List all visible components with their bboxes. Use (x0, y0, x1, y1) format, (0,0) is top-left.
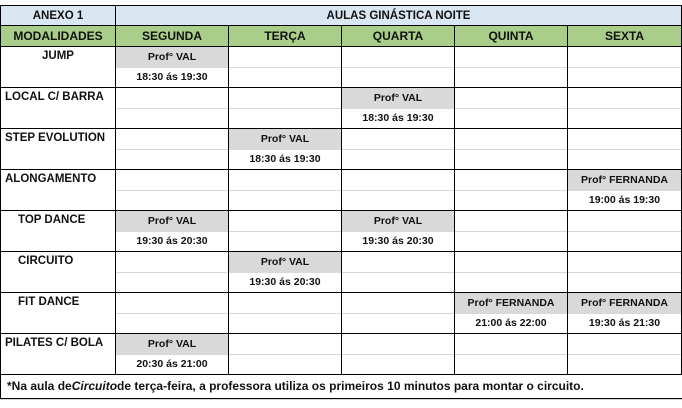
class-time: 18:30 ás 19:30 (249, 153, 321, 165)
instructor-label: Prof° FERNANDA (568, 293, 681, 314)
empty-slot (229, 88, 341, 109)
class-time: 19:30 ás 21:30 (588, 317, 661, 329)
schedule-cell[interactable] (455, 88, 568, 129)
empty-slot (342, 190, 454, 210)
empty-slot (229, 67, 341, 87)
modalidade-cell[interactable]: JUMP (0, 47, 116, 88)
anexo-label[interactable]: ANEXO 1 (0, 5, 116, 26)
column-header-day[interactable]: QUARTA (342, 26, 455, 47)
schedule-cell[interactable] (342, 293, 455, 334)
empty-slot (455, 149, 567, 169)
schedule-cell[interactable] (568, 293, 682, 334)
empty-slot (568, 47, 681, 68)
schedule-cell[interactable] (568, 334, 682, 375)
empty-slot (455, 211, 567, 232)
schedule-cell[interactable] (568, 211, 682, 252)
schedule-cell[interactable] (116, 88, 229, 129)
empty-slot (568, 334, 681, 355)
empty-slot (342, 354, 454, 374)
empty-slot (455, 88, 567, 109)
empty-slot (229, 190, 341, 210)
empty-slot (568, 272, 681, 292)
schedule-cell[interactable] (116, 334, 229, 375)
column-header-day[interactable]: QUINTA (455, 26, 568, 47)
schedule-cell[interactable] (455, 170, 568, 211)
empty-slot (229, 334, 341, 355)
empty-slot (568, 129, 681, 150)
empty-slot (116, 88, 228, 109)
empty-slot (229, 354, 341, 374)
empty-slot (229, 231, 341, 251)
schedule-cell[interactable] (116, 293, 229, 334)
class-time: 20:30 ás 21:00 (136, 358, 208, 370)
empty-slot (229, 47, 341, 68)
instructor-label: Prof° FERNANDA (568, 170, 681, 191)
schedule-cell[interactable] (342, 334, 455, 375)
empty-slot (568, 252, 681, 273)
empty-slot (116, 190, 228, 210)
instructor-label: Prof° VAL (229, 252, 341, 273)
empty-slot (229, 293, 341, 314)
empty-slot (342, 170, 454, 191)
schedule-cell[interactable] (455, 211, 568, 252)
footnote-prefix: *Na aula de (7, 378, 72, 393)
instructor-label: Prof° VAL (116, 211, 228, 232)
instructor-label: Prof° VAL (342, 211, 454, 232)
empty-slot (568, 211, 681, 232)
column-header-day[interactable]: TERÇA (229, 26, 342, 47)
instructor-label: Prof° VAL (116, 334, 228, 355)
class-time: 21:00 ás 22:00 (475, 317, 547, 329)
empty-slot (342, 334, 454, 355)
schedule-cell[interactable] (229, 293, 342, 334)
class-time: 19:30 ás 20:30 (136, 235, 208, 247)
class-time: 18:30 ás 19:30 (362, 112, 434, 124)
schedule-cell[interactable] (455, 47, 568, 88)
modalidade-cell[interactable]: LOCAL C/ BARRA (0, 88, 116, 129)
modalidade-cell[interactable]: PILATES C/ BOLA (0, 334, 116, 375)
empty-slot (342, 252, 454, 273)
empty-slot (229, 108, 341, 128)
empty-slot (568, 108, 681, 128)
empty-slot (568, 67, 681, 87)
column-header-modalidades[interactable]: MODALIDADES (0, 26, 116, 47)
empty-slot (455, 129, 567, 150)
empty-slot (455, 231, 567, 251)
schedule-cell[interactable] (116, 211, 229, 252)
empty-slot (116, 149, 228, 169)
class-time: 18:30 ás 19:30 (136, 71, 208, 83)
schedule-cell[interactable] (455, 334, 568, 375)
empty-slot (455, 67, 567, 87)
schedule-cell[interactable] (568, 252, 682, 293)
schedule-cell[interactable] (229, 88, 342, 129)
schedule-cell[interactable] (455, 252, 568, 293)
footnote-emphasis: Circuito (71, 378, 118, 393)
modalidade-cell[interactable]: STEP EVOLUTION (0, 129, 116, 170)
empty-slot (342, 149, 454, 169)
empty-slot (342, 67, 454, 87)
empty-slot (116, 252, 228, 273)
empty-slot (455, 190, 567, 210)
instructor-label: Prof° VAL (342, 88, 454, 109)
empty-slot (342, 313, 454, 333)
empty-slot (116, 108, 228, 128)
schedule-cell[interactable] (568, 88, 682, 129)
column-header-day[interactable]: SEXTA (568, 26, 682, 47)
empty-slot (455, 47, 567, 68)
schedule-cell[interactable] (568, 47, 682, 88)
empty-slot (455, 252, 567, 273)
empty-slot (568, 88, 681, 109)
schedule-cell[interactable] (568, 170, 682, 211)
schedule-cell[interactable] (455, 293, 568, 334)
empty-slot (568, 231, 681, 251)
class-time: 19:00 ás 19:30 (588, 194, 661, 206)
footnote (0, 373, 682, 399)
schedule-cell[interactable] (342, 211, 455, 252)
schedule-cell[interactable] (342, 252, 455, 293)
empty-slot (342, 293, 454, 314)
instructor-label: Prof° VAL (116, 47, 228, 68)
empty-slot (116, 272, 228, 292)
empty-slot (116, 170, 228, 191)
sheet-title[interactable]: AULAS GINÁSTICA NOITE (116, 5, 682, 26)
modalidade-cell[interactable]: FIT DANCE (0, 293, 116, 334)
schedule-cell[interactable] (229, 252, 342, 293)
class-time: 19:30 ás 20:30 (249, 276, 321, 288)
schedule-cell[interactable] (116, 129, 229, 170)
schedule-cell[interactable] (229, 47, 342, 88)
empty-slot (116, 313, 228, 333)
empty-slot (342, 129, 454, 150)
modalidade-cell[interactable]: ALONGAMENTO (0, 170, 116, 211)
schedule-cell[interactable] (342, 88, 455, 129)
instructor-label: Prof° VAL (229, 129, 341, 150)
empty-slot (116, 293, 228, 314)
empty-slot (568, 149, 681, 169)
empty-slot (455, 108, 567, 128)
empty-slot (229, 170, 341, 191)
schedule-cell[interactable] (342, 129, 455, 170)
empty-slot (116, 129, 228, 150)
schedule-cell[interactable] (116, 170, 229, 211)
class-time: 19:30 ás 20:30 (362, 235, 434, 247)
empty-slot (455, 354, 567, 374)
schedule-cell[interactable] (116, 252, 229, 293)
modalidade-cell[interactable]: CIRCUITO (0, 252, 116, 293)
instructor-label: Prof° FERNANDA (455, 293, 567, 314)
schedule-cell[interactable] (229, 129, 342, 170)
schedule-cell[interactable] (229, 211, 342, 252)
schedule-cell[interactable] (229, 170, 342, 211)
schedule-cell[interactable] (229, 334, 342, 375)
schedule-cell[interactable] (568, 129, 682, 170)
empty-slot (455, 170, 567, 191)
empty-slot (342, 47, 454, 68)
modalidade-cell[interactable]: TOP DANCE (0, 211, 116, 252)
column-header-day[interactable]: SEGUNDA (116, 26, 229, 47)
footnote-suffix: de terça-feira, a professora utiliza os primeiros 10 minutos para montar o circuito. (117, 378, 584, 393)
empty-slot (455, 272, 567, 292)
schedule-cell[interactable] (455, 129, 568, 170)
empty-slot (229, 211, 341, 232)
empty-slot (342, 272, 454, 292)
empty-slot (568, 354, 681, 374)
empty-slot (229, 313, 341, 333)
schedule-cell[interactable] (342, 47, 455, 88)
empty-slot (455, 334, 567, 355)
schedule-cell[interactable] (116, 47, 229, 88)
schedule-cell[interactable] (342, 170, 455, 211)
